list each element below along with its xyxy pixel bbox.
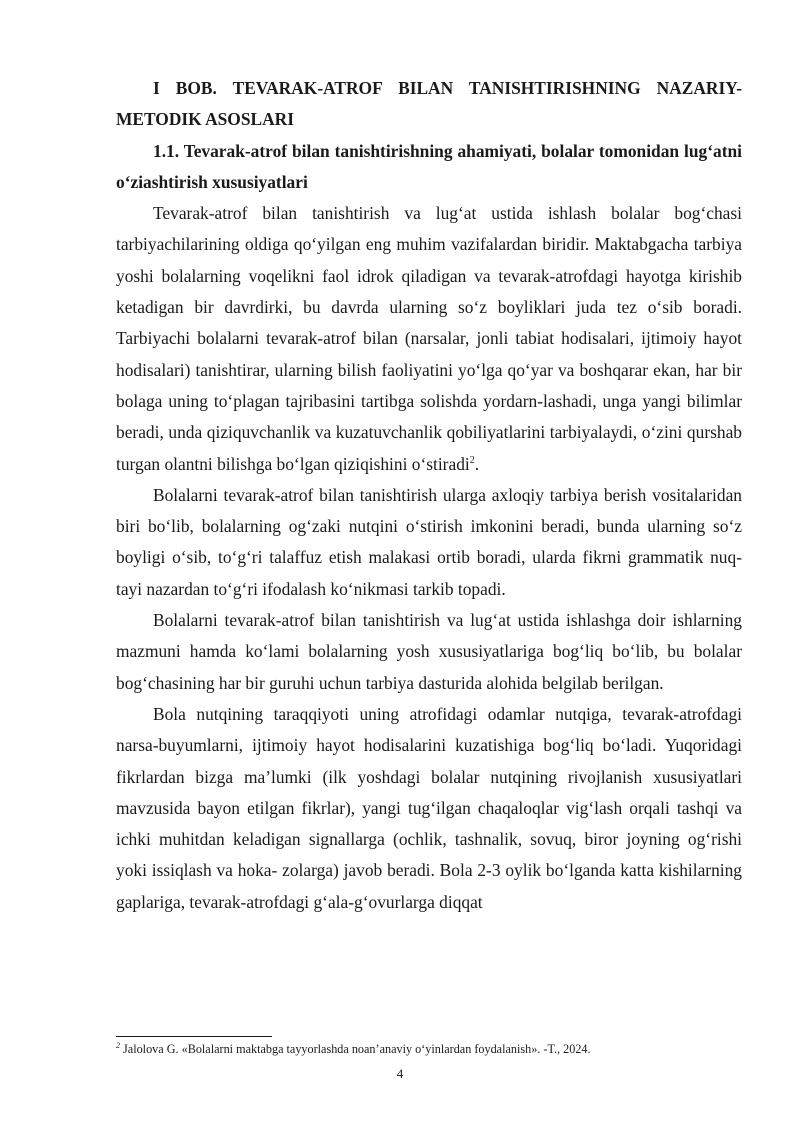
footnote-marker: 2: [116, 1040, 120, 1050]
chapter-title: I BOB. TEVARAK-ATROF BILAN TANISHTIRISHNING NAZARIY-METODIK ASOSLARI: [116, 78, 742, 130]
paragraph-1-end: .: [474, 453, 480, 474]
paragraph-3: Bolalarni tevarak-atrof bilan tanishtirish va lug‘at ustida ishlashga doir ishlarning mazmuni hamda ko‘lami bolalarning yosh xususiyatlariga bog‘liq bo‘lib, bu bolalar bog‘chasining har bir guruhi uchun tarbiya dasturida alohida belgilab berilgan.: [116, 610, 742, 693]
section-title: 1.1. Tevarak-atrof bilan tanishtirishning ahamiyati, bolalar tomonidan lug‘atni o‘ziashtirish xususiyatlari: [116, 140, 742, 192]
footnote-divider: [116, 1036, 272, 1037]
paragraph-2: Bolalarni tevarak-atrof bilan tanishtirish ularga axloqiy tarbiya berish vositalaridan biri bo‘lib, bolalarning og‘zaki nutqini o‘stirish imkonini beradi, bunda ularning so‘z boyligi o‘sib, to‘g‘ri talaffuz etish malakasi ortib boradi, ularda fikrni grammatik nuq- tayi nazardan to‘g‘ri ifodalash ko‘nikmasi tarkib topadi.: [116, 484, 742, 599]
page-number: 4: [396, 1066, 404, 1081]
footnote: [116, 1041, 742, 1057]
body-text: [116, 73, 742, 918]
paragraph-4: Bola nutqining taraqqiyoti uning atrofidagi odamlar nutqiga, tevarak-atrofdagi narsa-buyumlarni, ijtimoiy hayot hodisalarini kuzatishiga bog‘liq bo‘ladi. Yuqoridagi fikrlardan bizga ma’lumki (ilk yoshdagi bolalar nutqining rivojlanish xususiyatlari mavzusida bayon etilgan fikrlar), yangi tug‘ilgan chaqaloqlar vig‘lash orqali tashqi va ichki muhitdan keladigan signallarga (ochlik, tashnalik, sovuq, biror joyning og‘rishi yoki issiqlash va hoka- zolarga) javob beradi. Bola 2-3 oylik bo‘lganda katta kishilarning gaplariga, tevarak-atrofdagi g‘ala-g‘ovurlarga diqqat: [116, 703, 742, 912]
paragraph-1-text: Tevarak-atrof bilan tanishtirish va lug‘at ustida ishlash bolalar bog‘chasi tarbiyachilarining oldiga qo‘yilgan eng muhim vazifalardan biridir. Maktabgacha tarbiya yoshi bolalarning voqelikni faol idrok qiladigan va tevarak-atrofdagi hayotga kirishib ketadigan bir davrdirki, bu davrda ularning so‘z boyliklari juda tez o‘sib boradi. Tarbiyachi bolalarni tevarak-atrof bilan (narsalar, jonli tabiat hodisalari, ijtimoiy hayot hodisalari) tanishtirar, ularning bilish faoliyatini yo‘lga qo‘yar va boshqarar ekan, har bir bolaga uning to‘plagan tajribasini tartibga solishda yordarn-lashadi, unga yangi bilimlar beradi, unda qiziquvchanlik va kuzatuvchanlik qobiliyatlarini tarbiyalaydi, o‘zini qurshab turgan olantni bilishga bo‘lgan qiziqishini o‘stiradi: [116, 203, 742, 474]
footnote-reference[interactable]: 2: [469, 454, 475, 466]
paragraph-1: [116, 198, 742, 480]
footnote-text: Jalolova G. «Bolalarni maktabga tayyorlashda noan’anaviy o‘yinlardan foydalanish». -T., 2024.: [120, 1042, 591, 1056]
